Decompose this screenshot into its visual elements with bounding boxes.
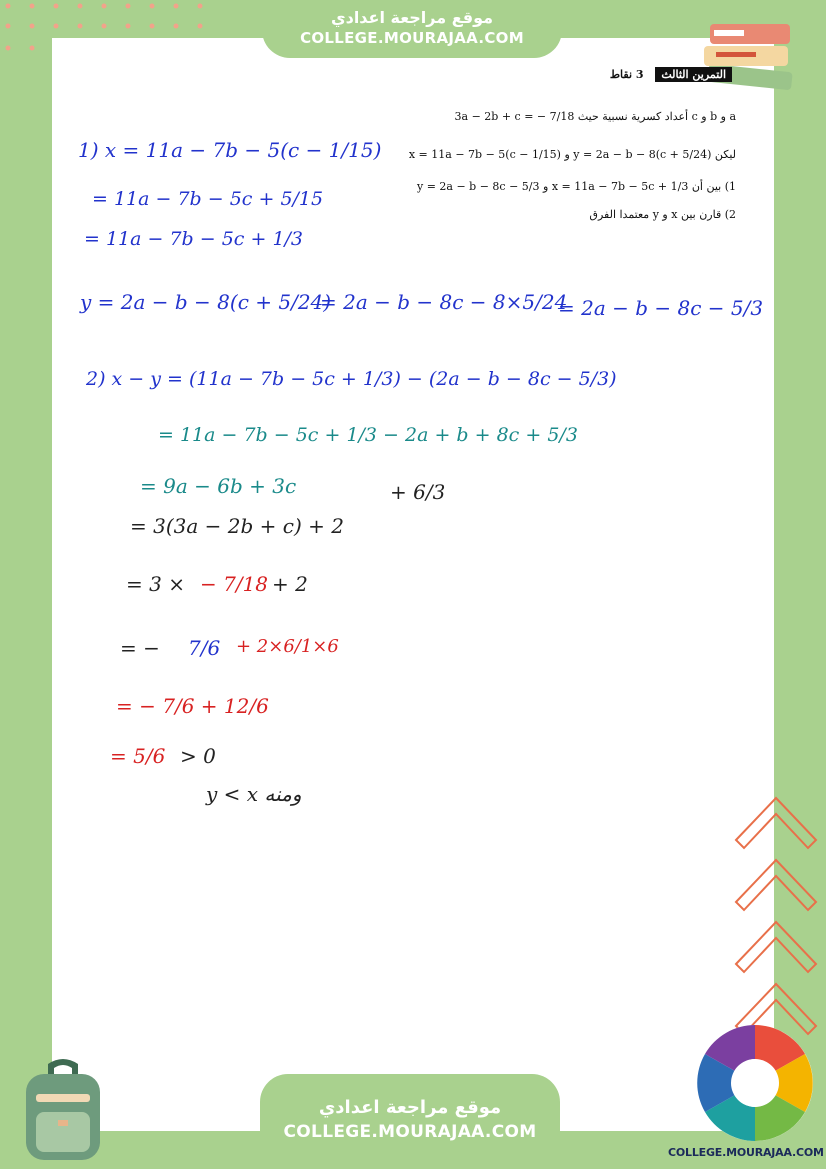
exercise-label: التمرين الثالث bbox=[655, 67, 732, 82]
solution-line-9c: + 2 bbox=[272, 572, 308, 596]
solution-line-5: 2) x − y = (11a − 7b − 5c + 1/3) − (2a − b − 8c − 5/3) bbox=[86, 368, 617, 390]
solution-line-9a: = 3 × bbox=[126, 572, 185, 596]
books-icon bbox=[700, 10, 800, 96]
exercise-statement bbox=[362, 68, 736, 228]
exercise-q1: 1) بين أن x = 11a − 7b − 5c + 1/3 و y = 2a − b − 8c − 5/3 bbox=[416, 180, 736, 193]
solution-line-4a: y = 2a − b − 8(c + 5/24) bbox=[80, 290, 332, 314]
solution-line-3: = 11a − 7b − 5c + 1/3 bbox=[84, 228, 304, 250]
solution-line-10b: 7/6 bbox=[188, 636, 221, 660]
exercise-define: ليكن y = 2a − b − 8(c + 5/24) و x = 11a − 7b − 5(c − 1/15) bbox=[408, 148, 736, 161]
solution-line-12a: = 5/6 bbox=[110, 744, 166, 768]
footer-site-name: موقع مراجعة اعدادي bbox=[318, 1097, 502, 1118]
solution-line-7b: + 6/3 bbox=[390, 480, 446, 504]
site-url[interactable]: COLLEGE.MOURAJAA.COM bbox=[300, 29, 524, 47]
solution-line-4b: = 2a − b − 8c − 8×5/24 bbox=[320, 290, 568, 314]
solution-line-10c: + 2×6/1×6 bbox=[236, 636, 339, 657]
solution-conclusion: y < x ومنه bbox=[206, 782, 302, 806]
chevron-up-icon bbox=[730, 790, 822, 1040]
solution-line-10a: = − bbox=[120, 636, 160, 660]
solution-line-9b: − 7/18 bbox=[200, 572, 269, 596]
backpack-icon bbox=[8, 1054, 118, 1166]
exercise-points: 3 نقاط bbox=[609, 68, 644, 81]
solution-line-1: 1) x = 11a − 7b − 5(c − 1/15) bbox=[78, 138, 382, 162]
exercise-given: a و b و c أعداد كسرية نسبية حيث 3a − 2b + c = − 7/18 bbox=[454, 110, 736, 123]
solution-line-12b: > 0 bbox=[180, 744, 216, 768]
exercise-q2: 2) قارن بين x و y معتمدا الفرق bbox=[589, 208, 736, 221]
solution-line-8: = 3(3a − 2b + c) + 2 bbox=[130, 514, 344, 538]
site-name: موقع مراجعة اعدادي bbox=[330, 8, 494, 27]
logo-caption: COLLEGE.MOURAJAA.COM bbox=[668, 1146, 824, 1159]
solution-line-4c: = 2a − b − 8c − 5/3 bbox=[558, 296, 764, 320]
footer-site-url[interactable]: COLLEGE.MOURAJAA.COM bbox=[283, 1122, 537, 1142]
solution-line-2: = 11a − 7b − 5c + 5/15 bbox=[92, 188, 324, 210]
solution-line-6: = 11a − 7b − 5c + 1/3 − 2a + b + 8c + 5/3 bbox=[158, 424, 578, 446]
school-logo-icon bbox=[694, 1022, 816, 1144]
header-banner bbox=[262, 0, 562, 58]
solution-line-11: = − 7/6 + 12/6 bbox=[116, 694, 269, 718]
solution-line-7a: = 9a − 6b + 3c bbox=[140, 474, 297, 498]
footer-banner bbox=[260, 1074, 560, 1169]
exercise-header bbox=[610, 68, 732, 81]
